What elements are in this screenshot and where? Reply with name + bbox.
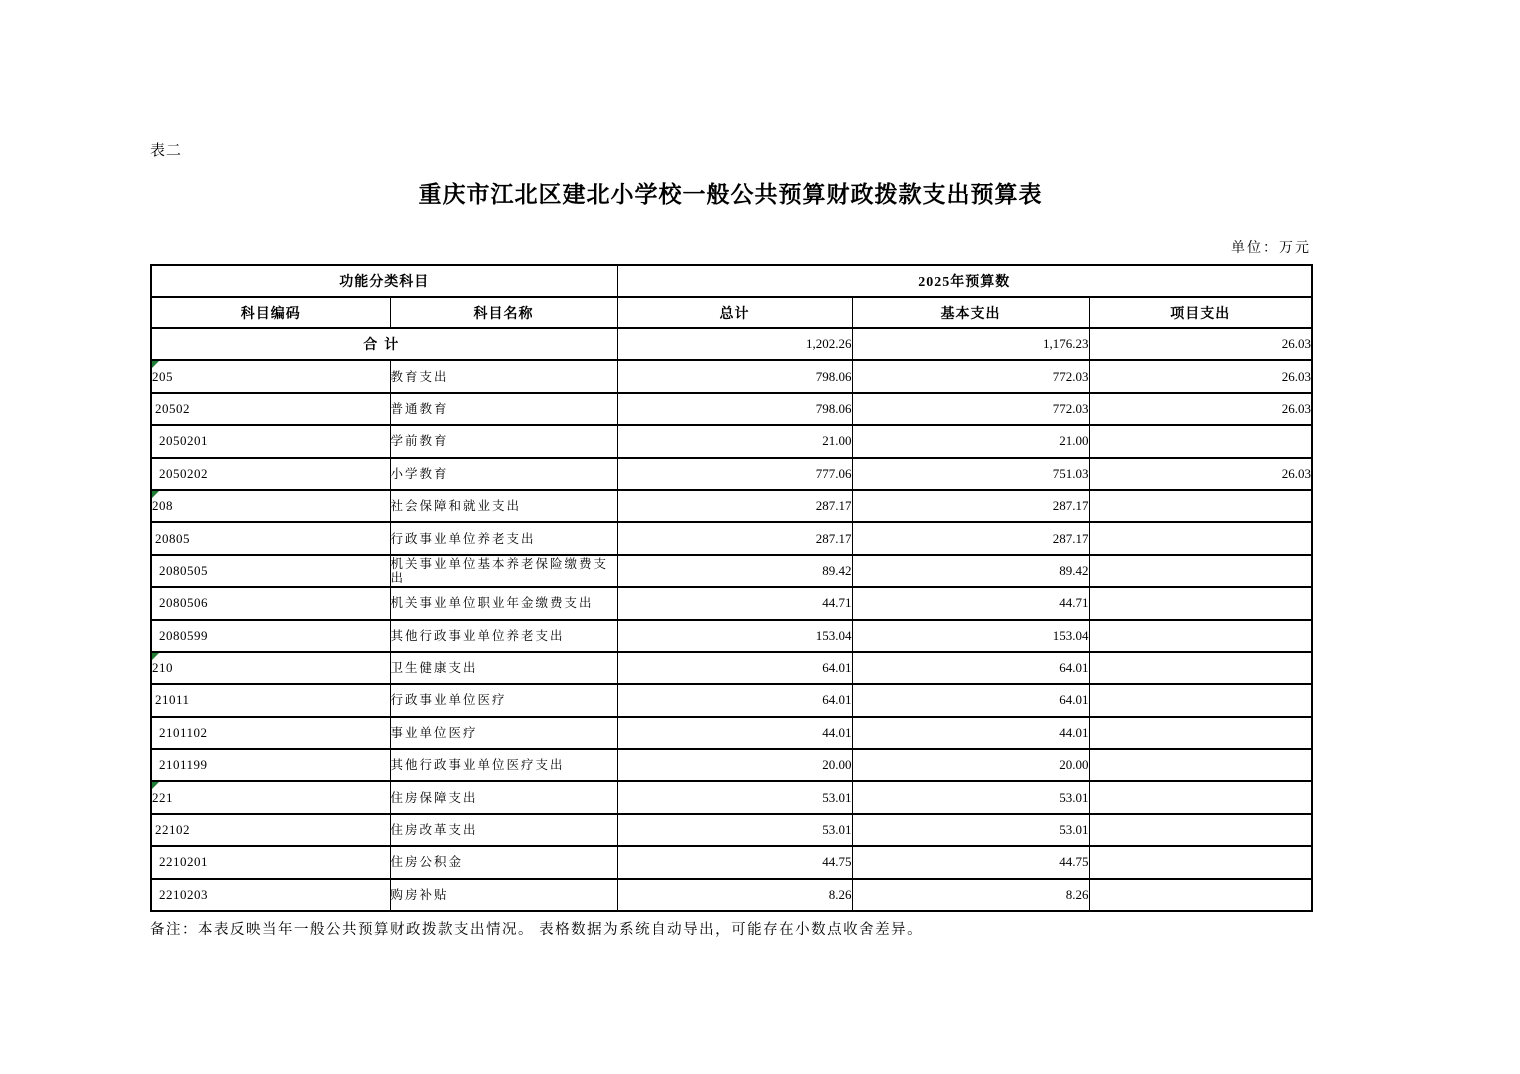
cell-text: 2210203 xyxy=(159,886,208,902)
cell-text: 64.01 xyxy=(822,692,852,708)
table-row xyxy=(151,620,1312,652)
cell-text: 44.71 xyxy=(1059,595,1089,611)
cell-code xyxy=(151,879,390,911)
total-row xyxy=(151,328,1312,360)
cell-basic xyxy=(852,458,1089,490)
cell-name xyxy=(390,846,617,878)
cell-code xyxy=(151,393,390,425)
cell-name xyxy=(390,620,617,652)
cell-project xyxy=(1089,458,1312,490)
cell-text: 20.00 xyxy=(1059,757,1089,773)
cell-text: 20.00 xyxy=(822,757,852,773)
cell-text: 住房改革支出 xyxy=(390,823,478,838)
cell-project xyxy=(1089,328,1312,360)
cell-text: 205 xyxy=(152,368,173,384)
cell-code xyxy=(151,458,390,490)
cell-text: 53.01 xyxy=(822,822,852,838)
cell-project xyxy=(1089,879,1312,911)
cell-project xyxy=(1089,425,1312,457)
cell-text: 89.42 xyxy=(1059,562,1089,578)
error-indicator-triangle-icon xyxy=(152,653,159,660)
cell-code xyxy=(151,717,390,749)
cell-text: 153.04 xyxy=(815,627,852,643)
cell-code xyxy=(151,684,390,716)
cell-basic xyxy=(852,555,1089,587)
cell-text: 44.01 xyxy=(1059,724,1089,740)
cell-text: 798.06 xyxy=(815,400,852,416)
cell-name xyxy=(390,458,617,490)
cell-basic xyxy=(852,781,1089,813)
cell-text: 44.71 xyxy=(822,595,852,611)
table-row xyxy=(151,846,1312,878)
cell-text: 住房保障支出 xyxy=(390,790,478,805)
cell-basic xyxy=(852,490,1089,522)
cell-total xyxy=(617,328,852,360)
cell-total xyxy=(617,781,852,813)
cell-name xyxy=(390,393,617,425)
cell-basic xyxy=(852,328,1089,360)
cell-text: 行政事业单位养老支出 xyxy=(390,531,536,546)
cell-text: 1,202.26 xyxy=(806,336,852,352)
cell-total xyxy=(617,879,852,911)
cell-basic xyxy=(852,652,1089,684)
header-basic-expenditure: 基本支出 xyxy=(852,297,1089,328)
cell-text: 21.00 xyxy=(822,433,852,449)
table-row xyxy=(151,360,1312,392)
cell-text: 64.01 xyxy=(822,660,852,676)
header-subject-name: 科目名称 xyxy=(390,297,617,328)
cell-text: 20805 xyxy=(155,530,190,546)
cell-text: 合计 xyxy=(363,338,406,354)
cell-name xyxy=(390,684,617,716)
table-row xyxy=(151,425,1312,457)
cell-total xyxy=(617,458,852,490)
cell-name xyxy=(390,587,617,619)
cell-total xyxy=(617,490,852,522)
cell-total xyxy=(617,684,852,716)
header-columns-row xyxy=(151,297,1312,328)
cell-total xyxy=(617,555,852,587)
footer-note: 备注：本表反映当年一般公共预算财政拨款支出情况。 表格数据为系统自动导出，可能存在小数点收舍差异。 xyxy=(150,922,924,938)
cell-text: 小学教育 xyxy=(390,466,449,481)
cell-text: 798.06 xyxy=(815,368,852,384)
cell-text: 8.26 xyxy=(1065,886,1089,902)
cell-name xyxy=(390,749,617,781)
cell-code xyxy=(151,749,390,781)
cell-project xyxy=(1089,684,1312,716)
cell-basic xyxy=(852,684,1089,716)
cell-code xyxy=(151,781,390,813)
cell-name xyxy=(390,490,617,522)
cell-text: 其他行政事业单位医疗支出 xyxy=(390,758,565,773)
error-indicator-triangle-icon xyxy=(152,782,159,789)
cell-basic xyxy=(852,814,1089,846)
cell-project xyxy=(1089,555,1312,587)
cell-text: 772.03 xyxy=(1052,400,1089,416)
cell-text: 287.17 xyxy=(1052,498,1089,514)
cell-text: 153.04 xyxy=(1052,627,1089,643)
cell-total xyxy=(617,522,852,554)
cell-basic xyxy=(852,717,1089,749)
cell-text: 卫生健康支出 xyxy=(390,661,478,676)
cell-basic xyxy=(852,879,1089,911)
cell-text: 8.26 xyxy=(828,886,852,902)
cell-name xyxy=(390,879,617,911)
cell-text: 210 xyxy=(152,660,173,676)
cell-text: 普通教育 xyxy=(390,401,449,416)
cell-text: 777.06 xyxy=(815,465,852,481)
cell-text: 21.00 xyxy=(1059,433,1089,449)
cell-code xyxy=(151,620,390,652)
table-number-label: 表二 xyxy=(150,143,183,159)
cell-project xyxy=(1089,620,1312,652)
cell-text: 53.01 xyxy=(822,789,852,805)
cell-total xyxy=(617,425,852,457)
cell-text: 2080505 xyxy=(159,562,208,578)
cell-text: 26.03 xyxy=(1281,465,1312,481)
cell-text: 287.17 xyxy=(815,530,852,546)
cell-total xyxy=(617,846,852,878)
cell-text: 772.03 xyxy=(1052,368,1089,384)
cell-text: 64.01 xyxy=(1059,660,1089,676)
cell-text: 26.03 xyxy=(1281,400,1312,416)
cell-text: 20502 xyxy=(155,400,190,416)
cell-basic xyxy=(852,425,1089,457)
cell-text: 287.17 xyxy=(815,498,852,514)
cell-text: 22102 xyxy=(155,822,190,838)
table-row xyxy=(151,781,1312,813)
table-row xyxy=(151,879,1312,911)
cell-total xyxy=(617,652,852,684)
cell-text: 64.01 xyxy=(1059,692,1089,708)
table-row xyxy=(151,717,1312,749)
cell-text: 2101102 xyxy=(159,724,208,740)
cell-text: 2050201 xyxy=(159,433,208,449)
cell-code xyxy=(151,814,390,846)
table-row xyxy=(151,393,1312,425)
cell-project xyxy=(1089,360,1312,392)
cell-project xyxy=(1089,814,1312,846)
cell-project xyxy=(1089,490,1312,522)
cell-name xyxy=(390,425,617,457)
error-indicator-triangle-icon xyxy=(152,491,159,498)
cell-name xyxy=(390,652,617,684)
header-group-row xyxy=(151,265,1312,297)
cell-code xyxy=(151,587,390,619)
cell-name xyxy=(390,814,617,846)
cell-text: 221 xyxy=(152,789,173,805)
table-row xyxy=(151,458,1312,490)
cell-project xyxy=(1089,749,1312,781)
table-row xyxy=(151,814,1312,846)
cell-text: 2080599 xyxy=(159,627,208,643)
cell-basic xyxy=(852,620,1089,652)
budget-table xyxy=(150,264,1313,912)
cell-code xyxy=(151,360,390,392)
cell-text: 1,176.23 xyxy=(1043,336,1089,352)
cell-name xyxy=(390,360,617,392)
cell-total xyxy=(617,814,852,846)
cell-total xyxy=(617,587,852,619)
cell-project xyxy=(1089,781,1312,813)
cell-text: 89.42 xyxy=(822,562,852,578)
cell-text: 44.75 xyxy=(1059,854,1089,870)
cell-code xyxy=(151,846,390,878)
cell-name xyxy=(151,328,617,360)
cell-project xyxy=(1089,846,1312,878)
cell-name xyxy=(390,555,617,587)
cell-text: 53.01 xyxy=(1059,822,1089,838)
cell-name xyxy=(390,781,617,813)
cell-text: 2101199 xyxy=(159,757,208,773)
cell-basic xyxy=(852,749,1089,781)
cell-text: 751.03 xyxy=(1052,465,1089,481)
table-header xyxy=(151,265,1312,328)
cell-code xyxy=(151,490,390,522)
cell-total xyxy=(617,360,852,392)
cell-text: 2050202 xyxy=(159,465,208,481)
header-functional-classification: 功能分类科目 xyxy=(151,265,617,297)
cell-total xyxy=(617,717,852,749)
cell-text: 53.01 xyxy=(1059,789,1089,805)
cell-text: 事业单位医疗 xyxy=(390,725,478,740)
cell-basic xyxy=(852,846,1089,878)
cell-name xyxy=(390,717,617,749)
cell-text: 287.17 xyxy=(1052,530,1089,546)
cell-project xyxy=(1089,717,1312,749)
table-body xyxy=(151,328,1312,911)
cell-text: 社会保障和就业支出 xyxy=(390,499,522,514)
cell-text: 2210201 xyxy=(159,854,208,870)
header-2025-budget: 2025年预算数 xyxy=(617,265,1312,297)
table-row xyxy=(151,684,1312,716)
cell-text: 住房公积金 xyxy=(390,855,464,870)
cell-text: 21011 xyxy=(155,692,190,708)
header-subject-code: 科目编码 xyxy=(151,297,390,328)
table-row xyxy=(151,587,1312,619)
cell-text: 教育支出 xyxy=(390,369,449,384)
cell-text: 44.01 xyxy=(822,724,852,740)
cell-total xyxy=(617,393,852,425)
cell-text: 行政事业单位医疗 xyxy=(390,693,507,708)
table-row xyxy=(151,522,1312,554)
table-row xyxy=(151,652,1312,684)
cell-code xyxy=(151,522,390,554)
cell-basic xyxy=(852,587,1089,619)
cell-code xyxy=(151,652,390,684)
cell-text: 26.03 xyxy=(1281,336,1312,352)
page-title: 重庆市江北区建北小学校一般公共预算财政拨款支出预算表 xyxy=(418,182,1043,207)
cell-text: 学前教育 xyxy=(390,434,449,449)
cell-text: 2080506 xyxy=(159,595,208,611)
table-row xyxy=(151,555,1312,587)
cell-project xyxy=(1089,587,1312,619)
cell-project xyxy=(1089,652,1312,684)
cell-basic xyxy=(852,360,1089,392)
table-row xyxy=(151,490,1312,522)
header-project-expenditure: 项目支出 xyxy=(1089,297,1312,328)
cell-text: 44.75 xyxy=(822,854,852,870)
cell-project xyxy=(1089,393,1312,425)
cell-code xyxy=(151,425,390,457)
cell-project xyxy=(1089,522,1312,554)
cell-name xyxy=(390,522,617,554)
error-indicator-triangle-icon xyxy=(152,361,159,368)
cell-basic xyxy=(852,522,1089,554)
cell-text: 26.03 xyxy=(1281,368,1312,384)
cell-text: 其他行政事业单位养老支出 xyxy=(390,628,565,643)
cell-text: 机关事业单位基本养老保险缴费支出 xyxy=(390,556,609,585)
cell-code xyxy=(151,555,390,587)
cell-total xyxy=(617,620,852,652)
cell-text: 机关事业单位职业年金缴费支出 xyxy=(390,596,594,611)
cell-total xyxy=(617,749,852,781)
cell-text: 购房补贴 xyxy=(390,887,449,902)
unit-label: 单位：万元 xyxy=(1231,241,1311,256)
cell-text: 208 xyxy=(152,498,173,514)
table-row xyxy=(151,749,1312,781)
header-total: 总计 xyxy=(617,297,852,328)
cell-basic xyxy=(852,393,1089,425)
